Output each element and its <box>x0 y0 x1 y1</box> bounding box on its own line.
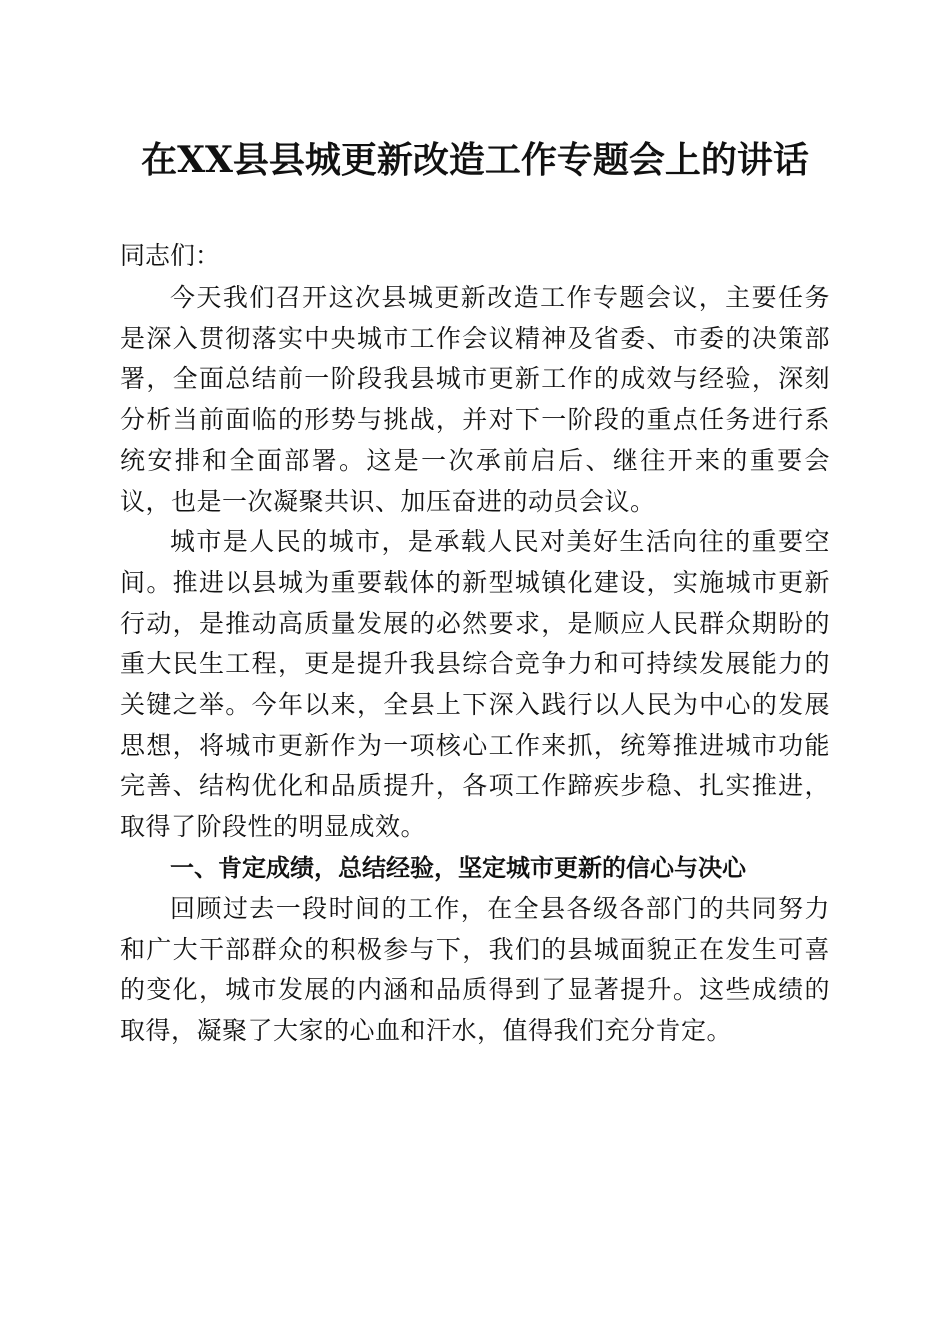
salutation: 同志们： <box>120 241 221 270</box>
section-heading: 一、肯定成绩，总结经验，坚定城市更新的信心与决心 <box>170 853 746 882</box>
paragraph-opening: 今天我们召开这次县城更新改造工作专题会议，主要任务是深入贯彻落实中央城市工作会议精神及省委、市委的决策部署，全面总结前一阶段我县城市更新工作的成效与经验，深刻分析当前面临的形势与挑战，并对下一阶段的重点任务进行系统安排和全面部署。这是一次承前启后、继往开来的重要会议，也是一次凝聚共识、加压奋进的动员会议。 <box>120 283 830 516</box>
document-title: 在XX县县城更新改造工作专题会上的讲话 <box>141 139 809 181</box>
paragraph-review: 回顾过去一段时间的工作，在全县各级各部门的共同努力和广大干部群众的积极参与下，我们的县城面貌正在发生可喜的变化，城市发展的内涵和品质得到了显著提升。这些成绩的取得，凝聚了大家的心血和汗水，值得我们充分肯定。 <box>120 893 830 1045</box>
document-body <box>120 236 830 1052</box>
paragraph-city-purpose: 城市是人民的城市，是承载人民对美好生活向往的重要空间。推进以县城为重要载体的新型城镇化建设，实施城市更新行动，是推动高质量发展的必然要求，是顺应人民群众期盼的重大民生工程，更是提升我县综合竞争力和可持续发展能力的关键之举。今年以来，全县上下深入践行以人民为中心的发展思想，将城市更新作为一项核心工作来抓，统筹推进城市功能完善、结构优化和品质提升，各项工作蹄疾步稳、扎实推进，取得了阶段性的明显成效。 <box>120 527 830 842</box>
